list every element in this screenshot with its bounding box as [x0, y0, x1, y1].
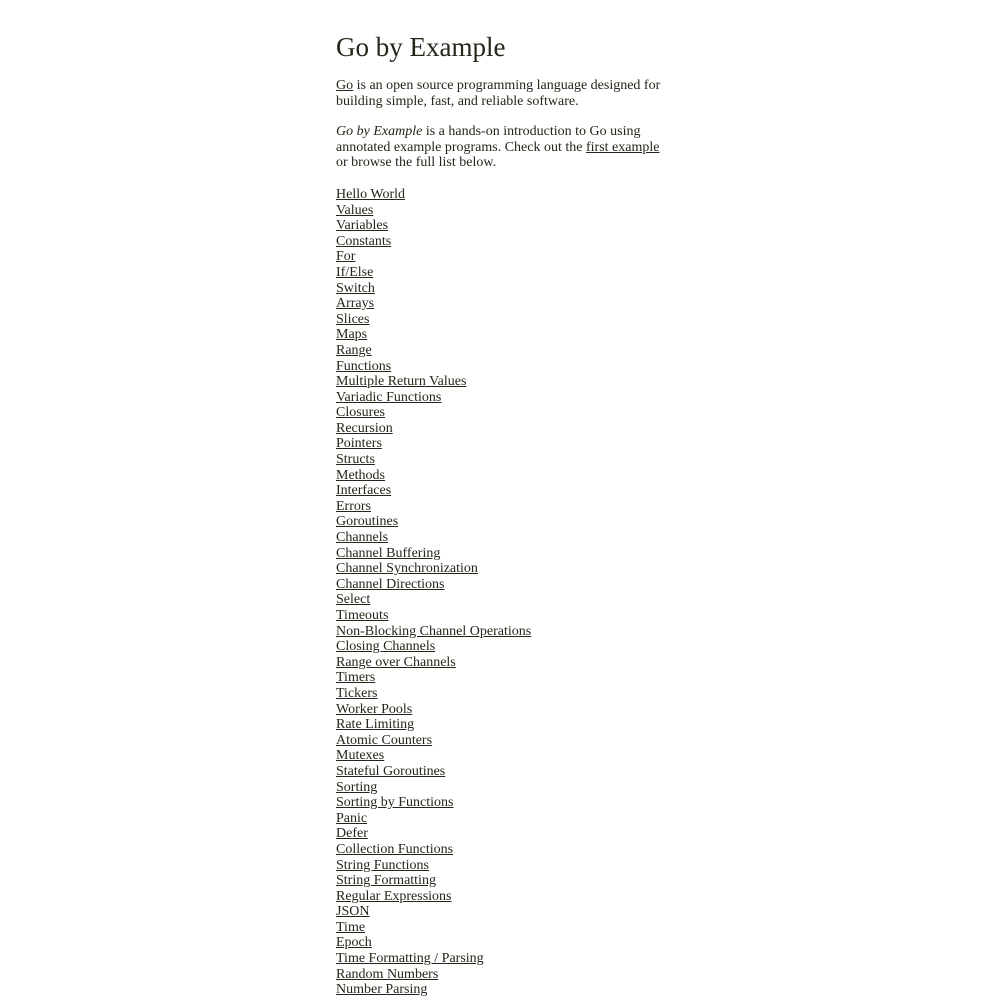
first-example-link[interactable]: first example [585, 139, 660, 155]
list-item [336, 514, 666, 530]
example-link[interactable]: Time Formatting / Parsing [336, 951, 484, 967]
list-item [336, 187, 666, 203]
list-item [336, 281, 666, 297]
list-item [336, 982, 666, 998]
list-item [336, 904, 666, 920]
list-item [336, 842, 666, 858]
list-item [336, 717, 666, 733]
example-link[interactable]: Timeouts [336, 608, 389, 623]
list-item [336, 639, 666, 655]
list-item [336, 249, 666, 265]
list-item [336, 655, 666, 671]
example-link[interactable]: Closing Channels [336, 639, 436, 655]
example-link[interactable]: String Functions [336, 857, 429, 873]
list-item [336, 468, 666, 484]
example-link[interactable]: For [336, 249, 356, 265]
list-item [336, 624, 666, 640]
list-item [336, 390, 666, 406]
example-link[interactable]: Channel Synchronization [336, 561, 478, 577]
example-link[interactable]: Range [336, 342, 372, 358]
intro-text: is an open source programming language designed for building simple, fast, and reliable software. [336, 78, 661, 109]
example-link[interactable]: Stateful Goroutines [336, 763, 446, 779]
list-item [336, 577, 666, 593]
list-item [336, 748, 666, 764]
list-item [336, 592, 666, 608]
example-link[interactable]: Number Parsing [336, 982, 428, 998]
list-item [336, 811, 666, 827]
list-item [336, 483, 666, 499]
example-link[interactable]: Closures [336, 405, 385, 421]
go-link[interactable]: Go [336, 78, 354, 93]
site-name-emphasis: Go by Example [336, 124, 423, 140]
page-title: Go by Example [336, 32, 506, 62]
example-link[interactable]: Non-Blocking Channel Operations [336, 623, 532, 639]
example-link[interactable]: Constants [336, 233, 392, 249]
list-item [336, 421, 666, 437]
list-item [336, 374, 666, 390]
example-link[interactable]: Recursion [336, 420, 393, 436]
example-link[interactable]: Collection Functions [336, 841, 454, 857]
example-link[interactable]: JSON [336, 904, 370, 920]
list-item [336, 608, 666, 624]
list-item [336, 499, 666, 515]
example-link[interactable]: Multiple Return Values [336, 374, 467, 390]
example-link[interactable]: Interfaces [336, 483, 392, 499]
list-item [336, 265, 666, 281]
example-link[interactable]: Channel Directions [336, 576, 445, 592]
list-item [336, 826, 666, 842]
example-link[interactable]: Sorting by Functions [336, 795, 454, 811]
example-link[interactable]: Select [336, 592, 371, 608]
example-link[interactable]: Mutexes [336, 748, 385, 764]
list-item [336, 935, 666, 951]
list-item [336, 234, 666, 250]
list-item [336, 296, 666, 312]
list-item [336, 359, 666, 375]
list-item [336, 764, 666, 780]
example-link[interactable]: String Formatting [336, 873, 436, 889]
list-item [336, 920, 666, 936]
list-item [336, 343, 666, 359]
example-link[interactable]: Goroutines [336, 514, 399, 530]
example-list [336, 187, 666, 998]
example-link[interactable]: Structs [336, 452, 375, 468]
example-link[interactable]: Errors [336, 498, 371, 514]
example-link[interactable]: Range over Channels [336, 654, 456, 670]
example-link[interactable]: Arrays [336, 296, 375, 312]
list-item [336, 670, 666, 686]
example-link[interactable]: Rate Limiting [336, 717, 415, 733]
description-paragraph [336, 124, 666, 171]
example-link[interactable]: If/Else [336, 264, 374, 280]
list-item [336, 218, 666, 234]
example-link[interactable]: Regular Expressions [336, 888, 452, 904]
list-item [336, 561, 666, 577]
description-text-2: or browse the full list below. [336, 155, 497, 171]
list-item [336, 858, 666, 874]
list-item [336, 686, 666, 702]
list-item [336, 546, 666, 562]
list-item [336, 702, 666, 718]
list-item [336, 452, 666, 468]
example-link[interactable]: Maps [336, 327, 368, 343]
description-text-1: is a hands-on introduction to Go using annotated example programs. Check out the [336, 124, 641, 155]
list-item [336, 436, 666, 452]
list-item [336, 967, 666, 983]
page-container [336, 0, 666, 998]
example-link[interactable]: Defer [336, 826, 368, 842]
list-item [336, 312, 666, 328]
list-item [336, 780, 666, 796]
example-link[interactable]: Variadic Functions [336, 389, 442, 405]
list-item [336, 405, 666, 421]
example-link[interactable]: Switch [336, 280, 375, 296]
example-link[interactable]: Variables [336, 218, 389, 234]
list-item [336, 327, 666, 343]
example-link[interactable]: Timers [336, 670, 376, 686]
example-link[interactable]: Time [336, 919, 366, 935]
example-link[interactable]: Panic [336, 810, 368, 826]
list-item [336, 873, 666, 889]
example-link[interactable]: Random Numbers [336, 966, 439, 982]
example-link[interactable]: Channels [336, 530, 389, 546]
list-item [336, 795, 666, 811]
example-link[interactable]: Channel Buffering [336, 545, 441, 561]
example-link[interactable]: Functions [336, 358, 392, 374]
example-link[interactable]: Hello World [336, 186, 405, 202]
example-link[interactable]: Atomic Counters [336, 732, 433, 748]
list-item [336, 733, 666, 749]
example-link[interactable]: Pointers [336, 436, 382, 452]
example-link[interactable]: Sorting [336, 779, 378, 795]
list-item [336, 951, 666, 967]
example-link[interactable]: Worker Pools [336, 701, 413, 717]
example-link[interactable]: Values [336, 202, 374, 218]
example-link[interactable]: Slices [336, 311, 370, 327]
example-link[interactable]: Methods [336, 467, 385, 483]
list-item [336, 530, 666, 546]
list-item [336, 203, 666, 219]
list-item [336, 889, 666, 905]
intro-paragraph [336, 78, 666, 109]
example-link[interactable]: Epoch [336, 935, 372, 951]
example-link[interactable]: Tickers [336, 685, 378, 701]
